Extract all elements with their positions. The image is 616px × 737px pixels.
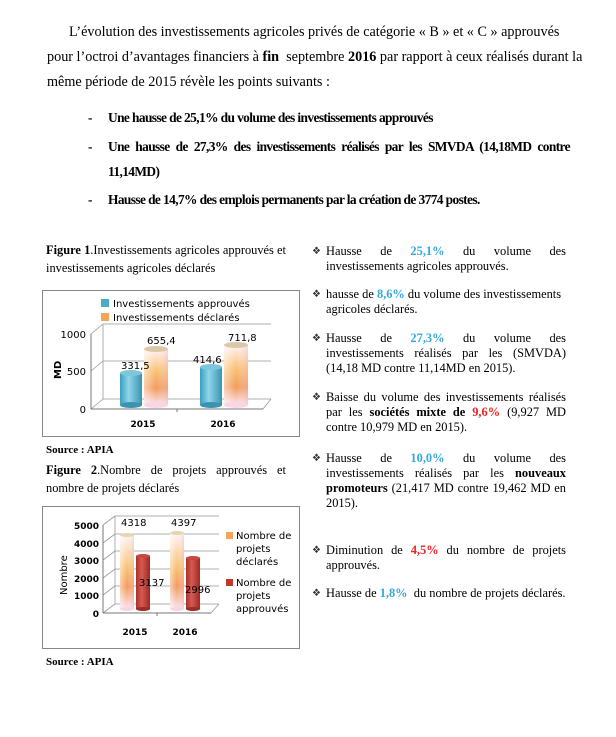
intro-text: par rapport à ceux réalisés durant la xyxy=(376,49,583,65)
intro-bold-year: 2016 xyxy=(348,49,377,65)
dash-bullet: - xyxy=(88,139,92,154)
intro-bold-fin: fin xyxy=(262,49,280,65)
bold-text: nouveaux promoteurs xyxy=(326,466,566,495)
value: 9,6% xyxy=(472,405,501,419)
intro-line-2 xyxy=(47,45,583,70)
figure1-caption xyxy=(46,241,286,277)
text: du volume des investissements agricoles approuvés. xyxy=(326,244,566,273)
svg-text:5000: 5000 xyxy=(73,522,99,532)
data-label: 331,5 xyxy=(121,361,150,372)
figure1-label: Figure 1 xyxy=(46,243,91,257)
figure2-source: Source : APIA xyxy=(46,656,114,668)
legend-swatch-approuves xyxy=(226,579,233,586)
svg-text:approuvés: approuvés xyxy=(236,604,289,615)
value: 27,3% xyxy=(410,331,445,345)
bar-2016-declares xyxy=(224,342,248,408)
figure1-chart-svg xyxy=(43,291,299,436)
figure1-caption-text: .Investissements agricoles approuvés et investissements agricoles déclarés xyxy=(46,243,286,275)
y-tick: 1000 xyxy=(60,330,86,341)
highlight-item xyxy=(312,451,566,511)
dash-bullet: - xyxy=(88,192,92,207)
highlight-item xyxy=(312,331,566,376)
bar-2016-approuves xyxy=(186,556,200,611)
legend-swatch-declares xyxy=(226,532,233,539)
key-point-text: Hausse de 14,7% des emplois permanents par la création de 3774 postes. xyxy=(108,192,480,207)
value: 8,6% xyxy=(376,287,405,301)
data-label: 414,6 xyxy=(193,355,222,366)
diamond-bullet-icon: ❖ xyxy=(312,333,321,344)
highlight-item xyxy=(312,287,566,317)
svg-text:0: 0 xyxy=(92,610,99,620)
x-tick: 2015 xyxy=(122,628,148,638)
figure2-chart-svg xyxy=(43,507,299,648)
text: Diminution de xyxy=(326,543,411,557)
bar-2016-declares xyxy=(170,531,184,611)
highlight-item xyxy=(312,543,566,573)
key-point xyxy=(88,187,570,212)
legend xyxy=(226,531,291,615)
key-point-text: Une hausse de 27,3% des investissements réalisés par les SMVDA (14,18MD contre 11,14MD) xyxy=(108,139,570,179)
svg-text:Nombre de: Nombre de xyxy=(236,531,292,542)
key-point-text: Une hausse de 25,1% du volume des investissements approuvés xyxy=(108,110,433,125)
y-tick: 500 xyxy=(66,367,86,378)
text: Hausse de xyxy=(326,331,411,345)
text: (9,927 MD contre 10,979 MD en 2015). xyxy=(326,405,566,434)
figure1-source: Source : APIA xyxy=(46,444,114,456)
y-ticks xyxy=(74,522,99,620)
text: du volume des investissements réalisés par les xyxy=(326,451,566,480)
highlight-item xyxy=(312,586,566,601)
intro-line-1: L’évolution des investissements agricoles privés de catégorie « B » et « C » approuvés xyxy=(69,24,560,40)
legend-label-approuves: Investissements approuvés xyxy=(113,299,250,310)
bar-2016-approuves xyxy=(200,364,222,408)
data-label: 4397 xyxy=(171,518,197,529)
diamond-bullet-icon: ❖ xyxy=(312,588,321,599)
bar-2015-approuves xyxy=(120,370,142,408)
figure2-label: Figure 2 xyxy=(46,463,98,477)
diamond-bullet-icon: ❖ xyxy=(312,246,321,257)
dash-bullet: - xyxy=(88,110,92,125)
text: Hausse de xyxy=(326,244,411,258)
x-tick: 2016 xyxy=(210,420,236,430)
text: Hausse de xyxy=(326,451,411,465)
y-axis-label: MD xyxy=(53,360,64,379)
svg-text:3000: 3000 xyxy=(73,557,99,567)
data-label: 711,8 xyxy=(228,333,257,344)
intro-text: septembre xyxy=(279,49,348,65)
y-tick: 0 xyxy=(79,405,86,416)
value: 4,5% xyxy=(410,543,439,557)
value: 1,8% xyxy=(379,586,408,600)
intro-text: pour l’octroi d’avantages financiers à xyxy=(47,49,263,65)
text: Baisse du volume des investissements réalisés par les xyxy=(326,390,566,419)
text: hausse de xyxy=(326,287,377,301)
bar-2015-declares xyxy=(120,533,134,611)
data-label: 2996 xyxy=(185,585,211,596)
svg-text:projets: projets xyxy=(236,544,271,555)
key-point xyxy=(88,134,570,184)
highlight-item xyxy=(312,390,566,435)
figure2-caption xyxy=(46,461,286,497)
svg-text:Nombre de: Nombre de xyxy=(236,578,292,589)
svg-text:projets: projets xyxy=(236,591,271,602)
legend-label-declares: Investissements déclarés xyxy=(113,313,240,324)
bold-text: sociétés mixte de xyxy=(369,405,473,419)
data-label: 4318 xyxy=(121,518,147,529)
diamond-bullet-icon: ❖ xyxy=(312,545,321,556)
svg-text:déclarés: déclarés xyxy=(236,557,279,568)
diamond-bullet-icon: ❖ xyxy=(312,289,321,300)
text: du nombre de projets déclarés. xyxy=(407,586,566,600)
data-label: 3137 xyxy=(139,578,165,589)
data-label: 655,4 xyxy=(147,336,176,347)
text: du volume des investissements réalisés par les (SMVDA) (14,18 MD contre 11,14MD en 2015). xyxy=(326,331,566,375)
intro-paragraph xyxy=(47,20,583,95)
value: 10,0% xyxy=(410,451,445,465)
text: du nombre de projets approuvés. xyxy=(326,543,566,572)
legend-swatch-approuves xyxy=(101,299,109,307)
svg-text:4000: 4000 xyxy=(73,540,99,550)
bar-2015-declares xyxy=(144,346,168,408)
highlight-item xyxy=(312,244,566,274)
key-point xyxy=(88,105,570,130)
figure2-caption-text: .Nombre de projets approuvés et nombre de projets déclarés xyxy=(46,463,286,495)
x-tick: 2016 xyxy=(172,628,198,638)
svg-text:1000: 1000 xyxy=(73,592,99,602)
text: du volume des investissements agricoles déclarés. xyxy=(326,287,562,316)
y-axis-label: Nombre xyxy=(59,555,70,595)
highlights-list xyxy=(312,244,566,644)
text: (21,417 MD contre 19,462 MD en 2015). xyxy=(326,481,566,510)
diamond-bullet-icon: ❖ xyxy=(312,453,321,464)
svg-text:2000: 2000 xyxy=(73,575,99,585)
x-tick: 2015 xyxy=(130,420,156,430)
diamond-bullet-icon: ❖ xyxy=(312,392,321,403)
intro-line-3: même période de 2015 révèle les points suivants : xyxy=(47,74,330,90)
value: 25,1% xyxy=(410,244,445,258)
figure1-chart xyxy=(42,290,300,437)
text: Hausse de xyxy=(326,586,380,600)
figure2-chart xyxy=(42,506,300,649)
legend-swatch-declares xyxy=(101,313,109,321)
